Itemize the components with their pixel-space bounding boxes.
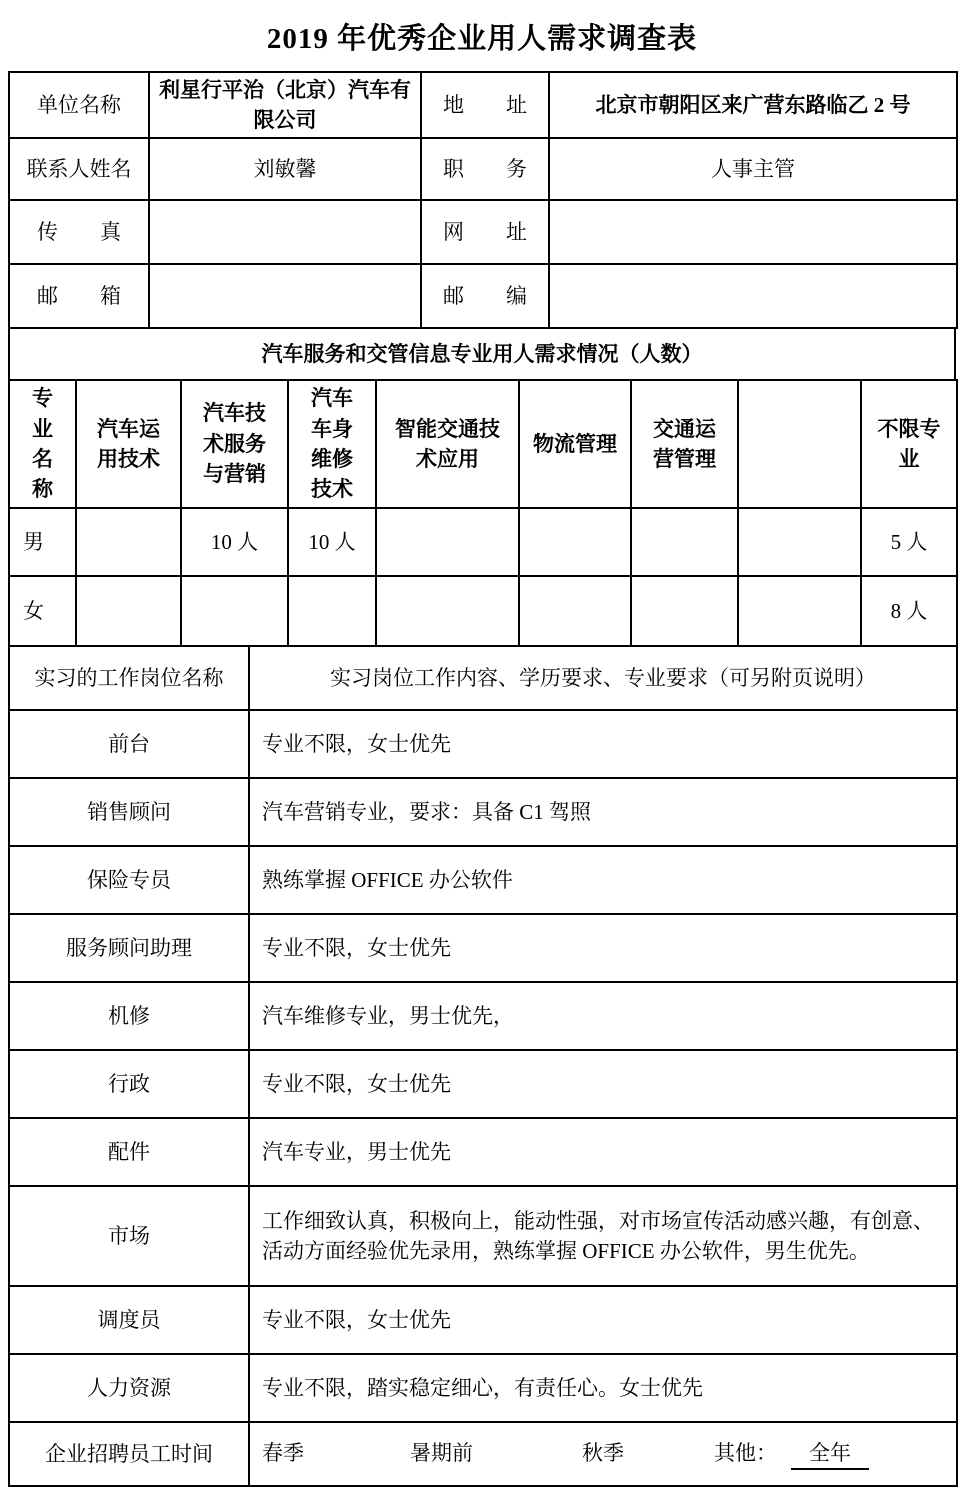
position-name-cell: 服务顾问助理 — [9, 914, 249, 982]
email-label: 邮 箱 — [9, 264, 149, 328]
position-requirements-cell: 汽车维修专业，男士优先， — [249, 982, 957, 1050]
internship-requirements-header: 实习岗位工作内容、学历要求、专业要求（可另附页说明） — [249, 646, 957, 710]
position-name-cell: 机修 — [9, 982, 249, 1050]
position-row — [9, 1186, 957, 1286]
recruit-time-cell — [249, 1422, 957, 1486]
job-title-value: 人事主管 — [549, 138, 957, 200]
recruit-other-label: 其他： — [714, 1440, 777, 1465]
female-count-cell: 8 人 — [861, 576, 957, 646]
fax-value — [149, 200, 421, 264]
position-requirements-cell: 专业不限，女士优先 — [249, 1050, 957, 1118]
recruit-option-spring: 春季 — [262, 1440, 304, 1465]
job-title-label: 职 务 — [421, 138, 549, 200]
recruit-option-pre-summer: 暑期前 — [410, 1440, 473, 1465]
position-name-cell: 保险专员 — [9, 846, 249, 914]
demand-section-header-row — [9, 328, 955, 380]
demand-section-header-table — [8, 327, 956, 381]
info-row-unit — [9, 72, 957, 138]
unit-name-label: 单位名称 — [9, 72, 149, 138]
position-row — [9, 846, 957, 914]
website-label: 网 址 — [421, 200, 549, 264]
recruit-option-autumn: 秋季 — [582, 1440, 624, 1465]
position-row — [9, 1118, 957, 1186]
female-count-cell — [76, 576, 181, 646]
column-header-intelligent-transport: 智能交通技术应用 — [376, 380, 519, 508]
male-count-cell — [738, 508, 861, 576]
position-name-cell: 行政 — [9, 1050, 249, 1118]
position-requirements-cell: 专业不限，女士优先 — [249, 914, 957, 982]
position-row — [9, 710, 957, 778]
position-requirements-cell: 专业不限，踏实稳定细心，有责任心。女士优先 — [249, 1354, 957, 1422]
info-row-fax — [9, 200, 957, 264]
position-name-cell: 市场 — [9, 1186, 249, 1286]
recruit-time-label: 企业招聘员工时间 — [9, 1422, 249, 1486]
male-count-cell — [519, 508, 631, 576]
address-value: 北京市朝阳区来广营东路临乙 2 号 — [549, 72, 957, 138]
column-header-empty — [738, 380, 861, 508]
column-header-logistics: 物流管理 — [519, 380, 631, 508]
female-count-cell — [376, 576, 519, 646]
position-row — [9, 1286, 957, 1354]
column-header-auto-application: 汽车运用技术 — [76, 380, 181, 508]
internship-header-row — [9, 646, 957, 710]
position-name-cell: 人力资源 — [9, 1354, 249, 1422]
position-row — [9, 982, 957, 1050]
website-value — [549, 200, 957, 264]
position-requirements-cell: 汽车营销专业，要求：具备 C1 驾照 — [249, 778, 957, 846]
male-count-cell — [376, 508, 519, 576]
female-demand-row — [9, 576, 957, 646]
specialty-demand-table — [8, 379, 958, 647]
male-count-cell — [631, 508, 738, 576]
female-count-cell — [181, 576, 288, 646]
male-count-cell: 5 人 — [861, 508, 957, 576]
postcode-value — [549, 264, 957, 328]
address-label: 地 址 — [421, 72, 549, 138]
specialty-name-header: 专业名称 — [31, 386, 53, 502]
position-name-cell: 前台 — [9, 710, 249, 778]
column-header-any-major: 不限专业 — [861, 380, 957, 508]
info-row-contact — [9, 138, 957, 200]
page-title: 2019 年优秀企业用人需求调查表 — [266, 23, 698, 55]
internship-position-header: 实习的工作岗位名称 — [9, 646, 249, 710]
position-row — [9, 1050, 957, 1118]
postcode-label: 邮 编 — [421, 264, 549, 328]
position-name-cell: 调度员 — [9, 1286, 249, 1354]
recruit-other-value: 全年 — [791, 1438, 869, 1470]
unit-name-value: 利星行平治（北京）汽车有限公司 — [149, 72, 421, 138]
female-row-label: 女 — [9, 576, 76, 646]
male-count-cell: 10 人 — [288, 508, 376, 576]
column-header-auto-service-marketing: 汽车技术服务与营销 — [181, 380, 288, 508]
demand-section-header: 汽车服务和交管信息专业用人需求情况（人数） — [9, 328, 955, 380]
specialty-header-row — [9, 380, 957, 508]
male-demand-row — [9, 508, 957, 576]
position-name-cell: 配件 — [9, 1118, 249, 1186]
position-requirements-cell: 熟练掌握 OFFICE 办公软件 — [249, 846, 957, 914]
info-table — [8, 71, 958, 329]
info-row-email — [9, 264, 957, 328]
column-header-auto-body-repair: 汽车车身维修技术 — [288, 380, 376, 508]
position-requirements-cell: 汽车专业，男士优先 — [249, 1118, 957, 1186]
position-name-cell: 销售顾问 — [9, 778, 249, 846]
column-header-transport-operation: 交通运营管理 — [631, 380, 738, 508]
position-requirements-cell: 工作细致认真，积极向上，能动性强，对市场宣传活动感兴趣，有创意、活动方面经验优先录用，熟练掌握 OFFICE 办公软件，男生优先。 — [249, 1186, 957, 1286]
female-count-cell — [631, 576, 738, 646]
fax-label: 传 真 — [9, 200, 149, 264]
female-count-cell — [519, 576, 631, 646]
female-count-cell — [288, 576, 376, 646]
male-count-cell: 10 人 — [181, 508, 288, 576]
position-row — [9, 778, 957, 846]
position-row — [9, 1354, 957, 1422]
recruit-time-row — [9, 1422, 957, 1486]
internship-table — [8, 645, 958, 1487]
contact-name-value: 刘敏馨 — [149, 138, 421, 200]
male-row-label: 男 — [9, 508, 76, 576]
contact-name-label: 联系人姓名 — [9, 138, 149, 200]
position-row — [9, 914, 957, 982]
position-requirements-cell: 专业不限，女士优先 — [249, 1286, 957, 1354]
position-requirements-cell: 专业不限，女士优先 — [249, 710, 957, 778]
female-count-cell — [738, 576, 861, 646]
male-count-cell — [76, 508, 181, 576]
email-value — [149, 264, 421, 328]
specialty-name-header-cell — [9, 380, 76, 508]
